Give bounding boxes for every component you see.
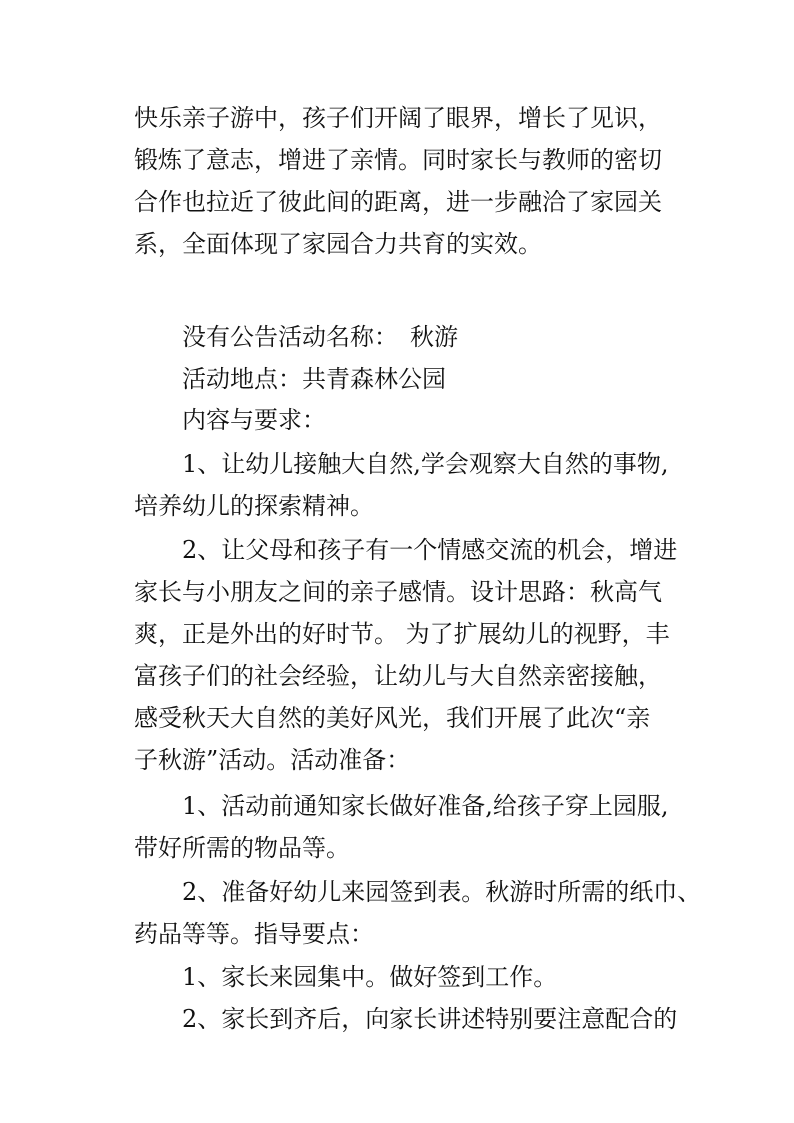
guidance-line: 1、家长来园集中。做好签到工作。 <box>182 963 558 991</box>
requirement-line: 1、让幼儿接触大自然,学会观察大自然的事物, <box>182 450 669 478</box>
preparation-line: 带好所需的物品等。 <box>134 834 350 862</box>
requirement-line: 培养幼儿的探索精神。 <box>134 492 374 520</box>
paragraph-line: 合作也拉近了彼此间的距离，进一步融洽了家园关 <box>134 188 662 216</box>
requirement-line: 家长与小朋友之间的亲子感情。设计思路：秋高气 <box>134 578 662 606</box>
requirement-line: 爽，正是外出的好时节。 为了扩展幼儿的视野，丰 <box>134 620 670 648</box>
requirement-line: 2、让父母和孩子有一个情感交流的机会，增进 <box>182 536 678 564</box>
preparation-line: 1、活动前通知家长做好准备,给孩子穿上园服, <box>182 792 669 820</box>
paragraph-line: 快乐亲子游中，孩子们开阔了眼界，增长了见识， <box>134 104 662 132</box>
guidance-line: 2、家长到齐后，向家长讲述特别要注意配合的 <box>182 1005 678 1033</box>
paragraph-line: 系，全面体现了家园合力共育的实效。 <box>134 230 542 258</box>
activity-place-line: 活动地点：共青森林公园 <box>182 365 446 393</box>
requirement-line: 子秋游”活动。活动准备： <box>134 746 411 774</box>
requirement-line: 富孩子们的社会经验，让幼儿与大自然亲密接触， <box>134 662 662 690</box>
requirement-line: 感受秋天大自然的美好风光，我们开展了此次“亲 <box>134 704 651 732</box>
content-heading: 内容与要求： <box>182 406 326 434</box>
activity-name-line: 没有公告活动名称： 秋游 <box>182 323 458 351</box>
preparation-line: 2、准备好幼儿来园签到表。秋游时所需的纸巾、 <box>182 878 702 906</box>
preparation-line: 药品等等。指导要点： <box>134 920 374 948</box>
document-body <box>134 0 702 1123</box>
paragraph-line: 锻炼了意志，增进了亲情。同时家长与教师的密切 <box>134 146 662 174</box>
